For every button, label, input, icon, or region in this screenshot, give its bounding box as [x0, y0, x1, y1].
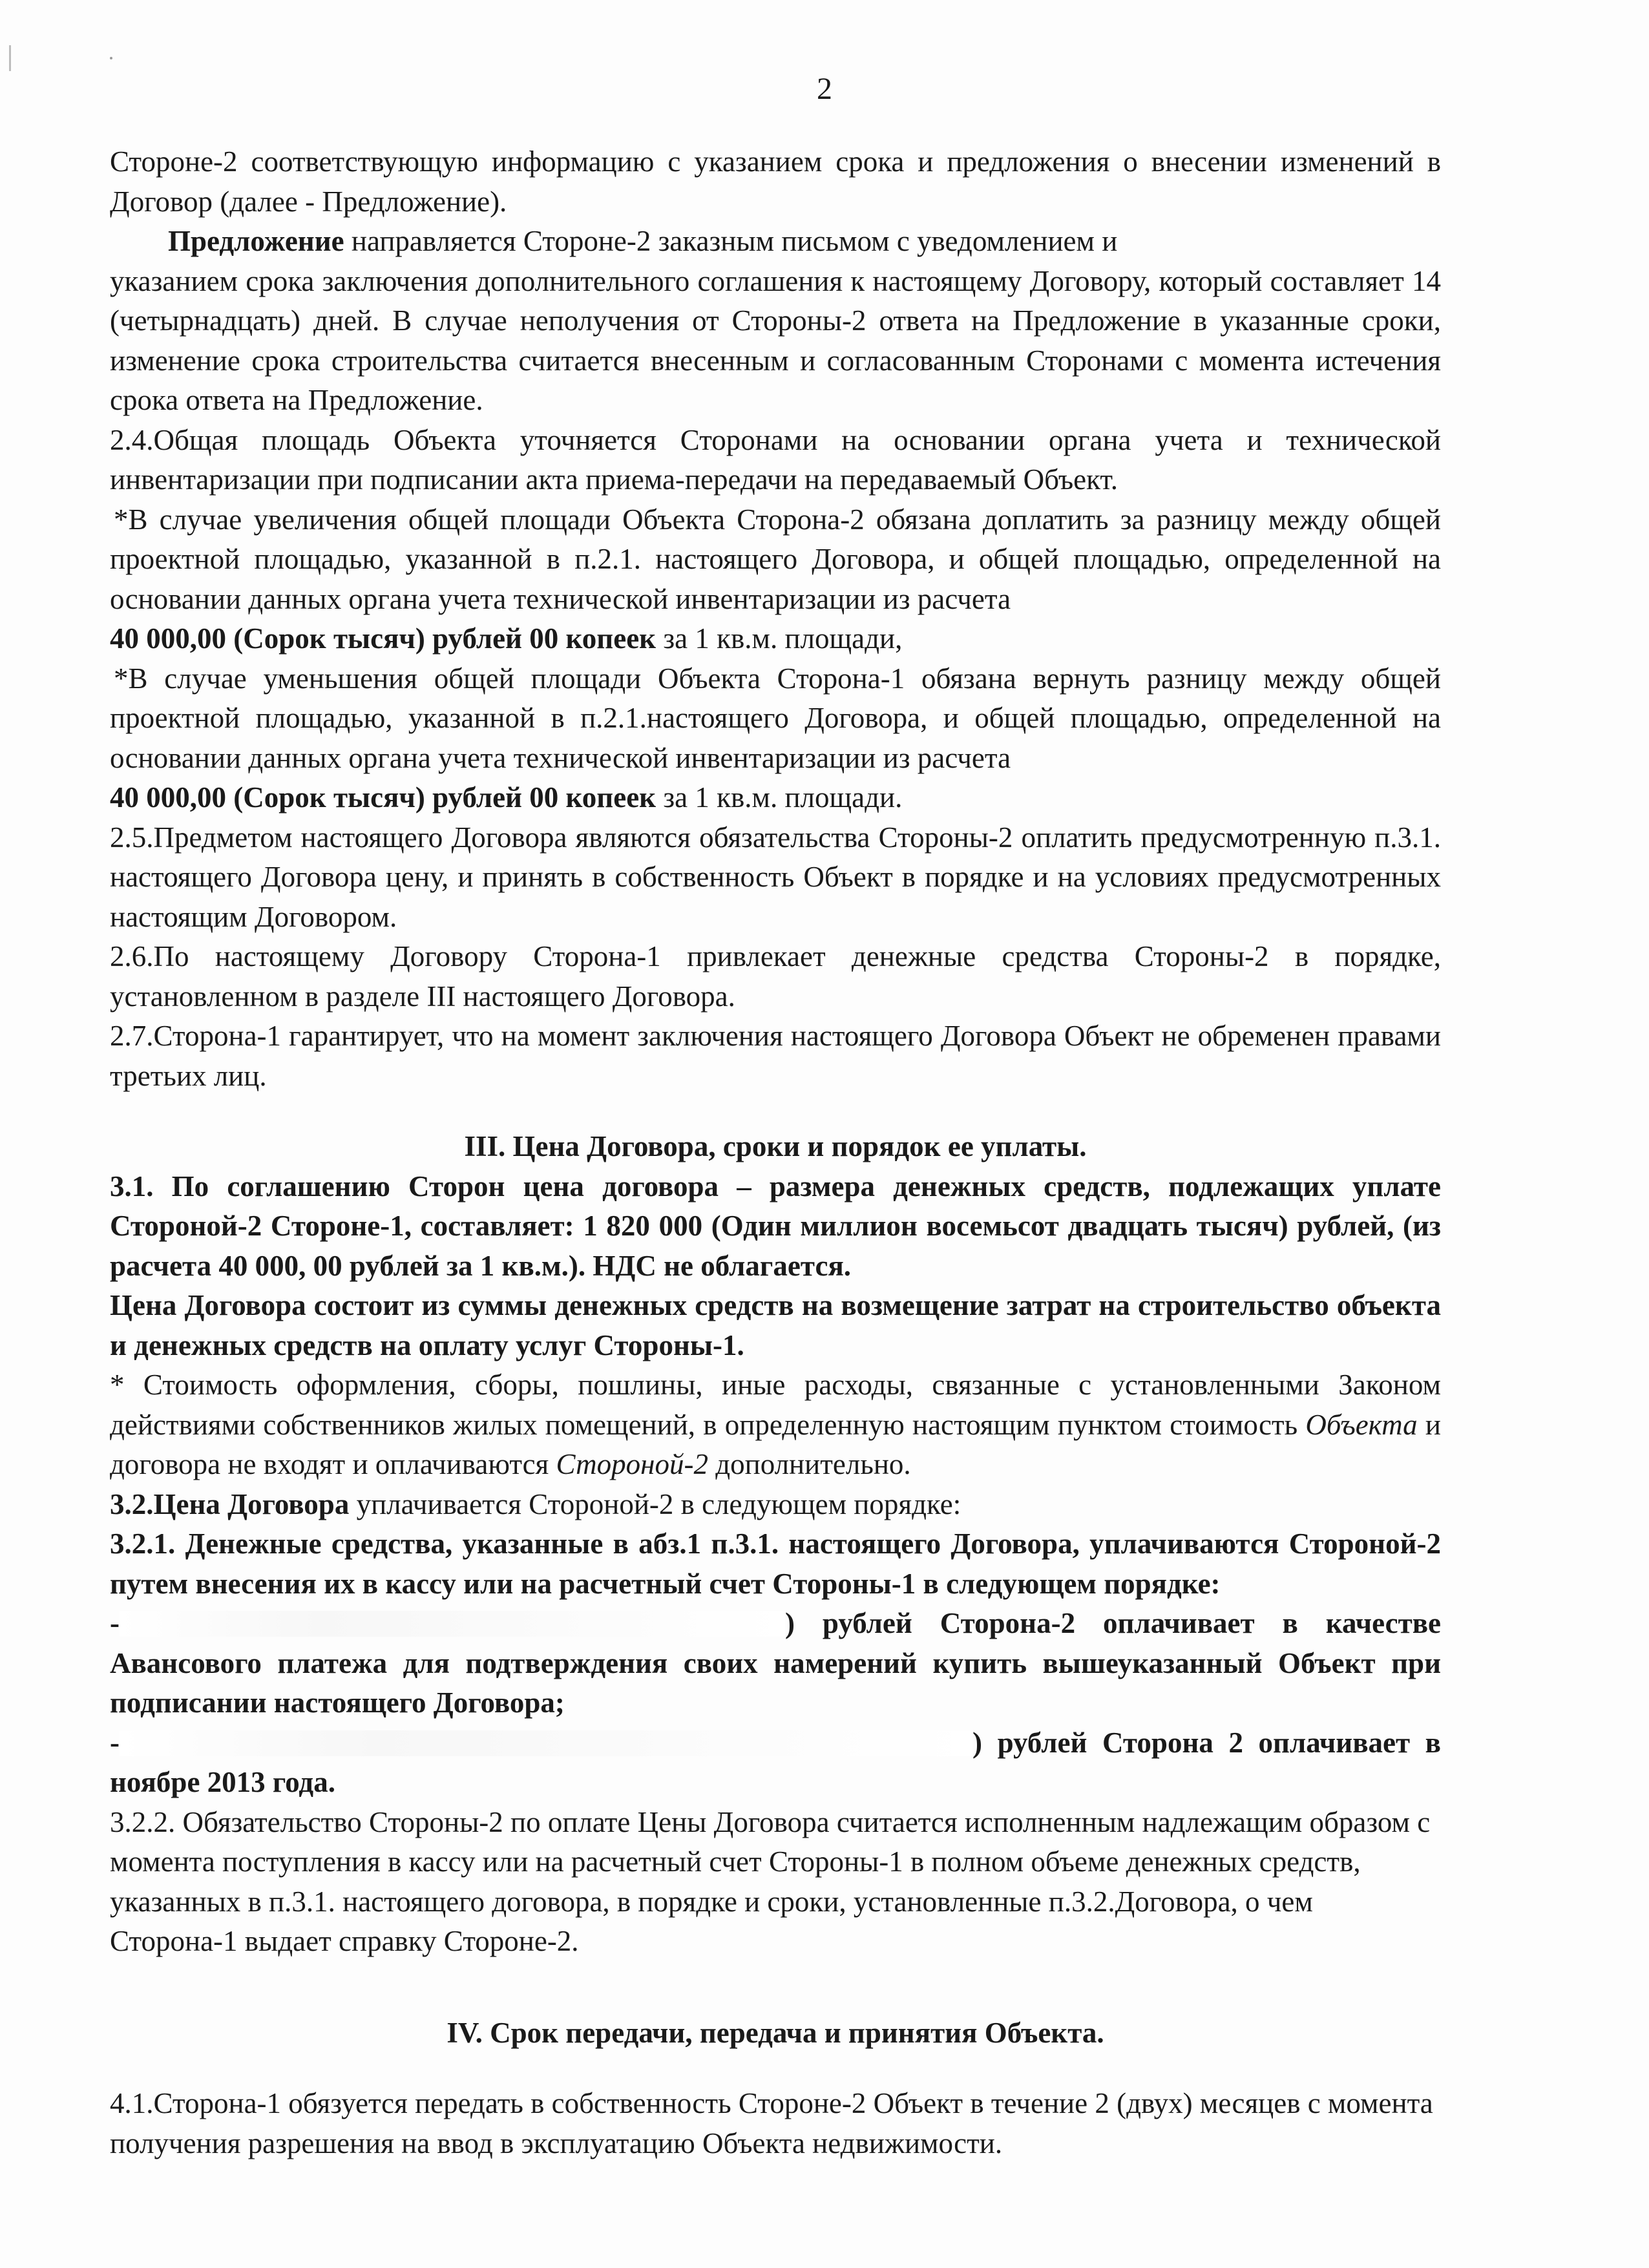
- costs-object-term: Объекта: [1305, 1408, 1418, 1441]
- offer-term: Предложение: [168, 225, 344, 257]
- document-body: [110, 142, 1441, 2163]
- payment-tail: ) рублей Сторона-2 оплачивает в качестве: [785, 1607, 1441, 1639]
- offer-text: направляется Стороне-2 заказным письмом с уведомлением и: [344, 225, 1118, 257]
- costs-text: и договора не входят и оплачиваются: [110, 1408, 1441, 1480]
- rate-amount: 40 000,00 (Сорок тысяч) рублей 00 копеек: [110, 781, 656, 814]
- clause-area-increase-rate: [110, 619, 1441, 659]
- scan-artifact: [110, 57, 112, 59]
- section-4-heading: IV. Срок передачи, передача и принятия Объекта.: [446, 2016, 1104, 2049]
- clause-2-6: 2.6.По настоящему Договору Сторона-1 привлекает денежные средства Стороны-2 в порядке, установленном в разделе III настоящего Договора.: [110, 940, 1441, 1013]
- payment-1-cont: Авансового платежа для подтверждения своих намерений купить вышеуказанный Объект при подписании настоящего Договора;: [110, 1646, 1441, 1719]
- payment-tail: ) рублей Сторона 2 оплачивает в: [972, 1726, 1441, 1759]
- clause-2-7: 2.7.Сторона-1 гарантирует, что на момент заключения настоящего Договора Объект не обременен правами третьих лиц.: [110, 1020, 1441, 1092]
- redacted-amount: [120, 1611, 785, 1637]
- rate-amount: 40 000,00 (Сорок тысяч) рублей 00 копеек: [110, 622, 656, 655]
- clause-4-1: 4.1.Сторона-1 обязуется передать в собственность Стороне-2 Объект в течение 2 (двух) месяцев с момента получения разрешения на ввод в эксплуатацию Объекта недвижимости.: [110, 2087, 1433, 2159]
- payment-2: [110, 1723, 1441, 1763]
- clause-3-1: 3.1. По соглашению Сторон цена договора – размера денежных средств, подлежащих уплате Стороной-2 Стороне-1, составляет: 1 820 000 (Один миллион восемьсот двадцать тысяч) рублей, (из расчета 40 000, 00 рублей за 1 кв.м.). НДС не облагается.: [110, 1170, 1441, 1282]
- clause-3-2-2: 3.2.2. Обязательство Стороны-2 по оплате Цены Договора считается исполненным надлежащим образом с момента поступления в кассу или на расчетный счет Стороны-1 в полном объеме денежных средств, указанных в п.3.1. настоящего договора, в порядке и сроки, установленные п.3.2.Договора, о чем Сторона-1 выдает справку Стороне-2.: [110, 1805, 1431, 1957]
- clause-3-2-1: 3.2.1. Денежные средства, указанные в абз.1 п.3.1. настоящего Договора, уплачиваются Стороной-2 путем внесения их в кассу или на расчетный счет Стороны-1 в следующем порядке:: [110, 1528, 1441, 1600]
- clause-3-2: [110, 1485, 1441, 1525]
- page-number: 2: [817, 72, 832, 106]
- section-3-heading: III. Цена Договора, сроки и порядок ее уплаты.: [464, 1130, 1087, 1162]
- clause-2-5: 2.5.Предметом настоящего Договора являются обязательства Стороны-2 оплатить предусмотренную п.3.1. настоящего Договора цену, и принять в собственность Объект в порядке и на условиях предусмотренных настоящим Договором.: [110, 821, 1441, 933]
- rate-unit: за 1 кв.м. площади.: [656, 781, 903, 814]
- payment-dash: -: [110, 1607, 120, 1639]
- redacted-amount: [120, 1730, 972, 1756]
- payment-1: [110, 1604, 1441, 1644]
- paragraph-offer-cont: указанием срока заключения дополнительного соглашения к настоящему Договору, который составляет 14 (четырнадцать) дней. В случае неполучения от Стороны-2 ответа на Предложение в указанные сроки, изменение срока строительства считается внесенным и согласованным Сторонами с момента истечения срока ответа на Предложение.: [110, 264, 1441, 416]
- payment-2-cont: ноябре 2013 года.: [110, 1766, 335, 1798]
- costs-text: * Стоимость оформления, сборы, пошлины, иные расходы, связанные с установленными Законом действиями собственников жилых помещений, в определенную настоящим пунктом стоимость: [110, 1369, 1441, 1441]
- clause-additional-costs: [110, 1365, 1441, 1485]
- clause-area-decrease-rate: [110, 778, 1441, 818]
- rate-unit: за 1 кв.м. площади,: [656, 622, 903, 655]
- clause-area-decrease: *В случае уменьшения общей площади Объекта Сторона-1 обязана вернуть разницу между общей проектной площадью, указанной в п.2.1.настоящего Договора, и общей площадью, определенной на основании данных органа учета технической инвентаризации из расчета: [110, 662, 1441, 774]
- scan-artifact: [9, 45, 11, 71]
- paragraph-continuation: Стороне-2 соответствующую информацию с указанием срока и предложения о внесении изменений в Договор (далее - Предложение).: [110, 145, 1441, 218]
- clause-3-2-title: 3.2.Цена Договора: [110, 1487, 350, 1520]
- clause-2-4: 2.4.Общая площадь Объекта уточняется Сторонами на основании органа учета и технической инвентаризации при подписании акта приема-передачи на передаваемый Объект.: [110, 423, 1441, 496]
- clause-3-2-text: уплачивается Стороной-2 в следующем порядке:: [349, 1487, 961, 1520]
- paragraph-offer: [110, 222, 1441, 262]
- clause-price-composition: Цена Договора состоит из суммы денежных средств на возмещение затрат на строительство объекта и денежных средств на оплату услуг Стороны-1.: [110, 1289, 1441, 1361]
- costs-text: дополнительно.: [708, 1448, 911, 1480]
- payment-dash: -: [110, 1726, 120, 1759]
- clause-area-increase: *В случае увеличения общей площади Объекта Сторона-2 обязана доплатить за разницу между общей проектной площадью, указанной в п.2.1. настоящего Договора, и общей площадью, определенной на основании данных органа учета технической инвентаризации из расчета: [110, 503, 1441, 615]
- costs-party-term: Стороной-2: [556, 1448, 708, 1480]
